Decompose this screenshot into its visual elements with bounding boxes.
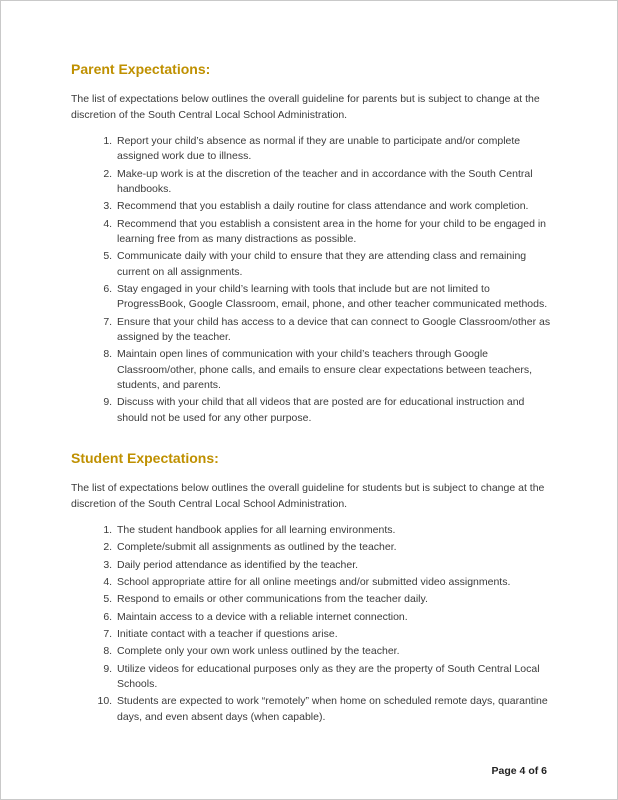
- student-expectations-section: [71, 448, 551, 725]
- parent-expectations-heading: Parent Expectations:: [71, 61, 211, 77]
- list-item: 3. Recommend that you establish a daily routine for class attendance and work completion.: [115, 199, 551, 214]
- student-expectations-heading: Student Expectations:: [71, 450, 219, 466]
- parent-expectations-intro: The list of expectations below outlines the overall guideline for parents but is subject to change at the discretion of the South Central Local School Administration.: [71, 93, 540, 121]
- student-expectations-list: [71, 523, 551, 725]
- list-item: 10. Students are expected to work “remotely” when home on scheduled remote days, quarantine days, and even absent days (when capable).: [115, 694, 551, 725]
- list-item: 7. Initiate contact with a teacher if questions arise.: [115, 627, 551, 642]
- list-item: 6. Stay engaged in your child’s learning with tools that include but are not limited to ProgressBook, Google Classroom, email, phone, and other teacher communicated methods.: [115, 282, 551, 313]
- list-item: 7. Ensure that your child has access to a device that can connect to Google Classroom/other as assigned by the teacher.: [115, 315, 551, 346]
- parent-expectations-list: [71, 134, 551, 426]
- list-item: 1. The student handbook applies for all learning environments.: [115, 523, 551, 538]
- list-item: 5. Respond to emails or other communications from the teacher daily.: [115, 592, 551, 607]
- page-content: [1, 1, 617, 725]
- list-item: 4. Recommend that you establish a consistent area in the home for your child to be engaged in learning free from as many distractions as possible.: [115, 217, 551, 248]
- list-item: 8. Complete only your own work unless outlined by the teacher.: [115, 644, 551, 659]
- list-item: 1. Report your child’s absence as normal if they are unable to participate and/or complete assigned work due to illness.: [115, 134, 551, 165]
- student-expectations-intro: The list of expectations below outlines the overall guideline for students but is subject to change at the discretion of the South Central Local School Administration.: [71, 482, 545, 510]
- parent-expectations-section: [71, 59, 551, 426]
- list-item: 6. Maintain access to a device with a reliable internet connection.: [115, 610, 551, 625]
- list-item: 9. Utilize videos for educational purposes only as they are the property of South Central Local Schools.: [115, 662, 551, 693]
- list-item: 9. Discuss with your child that all videos that are posted are for educational instruction and should not be used for any other purpose.: [115, 395, 551, 426]
- list-item: 2. Make-up work is at the discretion of the teacher and in accordance with the South Central handbooks.: [115, 167, 551, 198]
- list-item: 3. Daily period attendance as identified by the teacher.: [115, 558, 551, 573]
- list-item: 4. School appropriate attire for all online meetings and/or submitted video assignments.: [115, 575, 551, 590]
- list-item: 8. Maintain open lines of communication with your child’s teachers through Google Classroom/other, phone calls, and emails to ensure clear expectations between teachers, students, and parents.: [115, 347, 551, 393]
- list-item: 5. Communicate daily with your child to ensure that they are attending class and remaining current on all assignments.: [115, 249, 551, 280]
- list-item: 2. Complete/submit all assignments as outlined by the teacher.: [115, 540, 551, 555]
- page-number: Page 4 of 6: [491, 765, 547, 777]
